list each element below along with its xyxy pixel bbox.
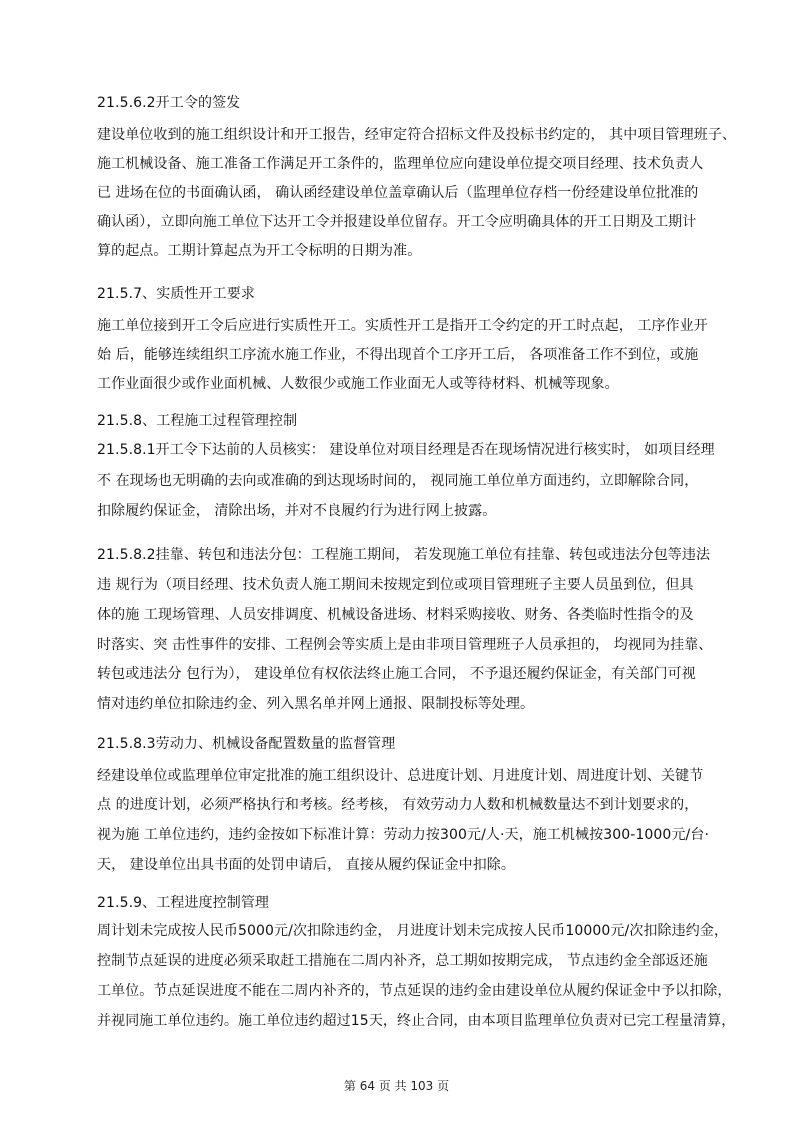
- paragraph-line: 已 进场在位的书面确认函， 确认函经建设单位盖章确认后（监理单位存档一份经建设单位批准的: [97, 185, 699, 201]
- paragraph-line: 违 规行为（项目经理、技术负责人施工期间未按规定到位或项目管理班子主要人员虽到位，但具: [97, 577, 694, 593]
- paragraph-line: 点 的进度计划，必须严格执行和考核。经考核， 有效劳动力人数和机械数量达不到计划要求的，: [97, 797, 699, 813]
- paragraph-line: 工单位。节点延误进度不能在二周内补齐的，节点延误的违约金由建设单位从履约保证金中予以扣除，: [97, 983, 732, 999]
- paragraph-line: 不 在现场也无明确的去向或准确的到达现场时间的， 视同施工单位单方面违约，立即解除合同，: [97, 473, 699, 489]
- page-number-footer: 第 64 页 共 103 页: [343, 1079, 450, 1093]
- paragraph-line: 并视同施工单位违约。施工单位违约超过15天，终止合同，由本项目监理单位负责对已完工程量清算，: [97, 1013, 736, 1029]
- paragraph-line: 转包或违法分 包行为）， 建设单位有权依法终止施工合同， 不予退还履约保证金，有关部门可视: [97, 666, 696, 682]
- section-heading: 21.5.7、实质性开工要求: [97, 286, 255, 302]
- paragraph-line: 扣除履约保证金， 清除出场，并对不良履约行为进行网上披露。: [97, 503, 497, 519]
- paragraph-line: 始 后，能够连续组织工序流水施工作业，不得出现首个工序开工后， 各项准备工作不到位，或施: [97, 347, 699, 363]
- paragraph-line: 控制节点延误的进度必须采取赶工措施在二周内补齐，总工期如按期完成， 节点违约金全部返还施: [97, 953, 708, 969]
- paragraph-line: 体的施 工现场管理、人员安排调度、机械设备进场、材料采购接收、财务、各类临时性指令的及: [97, 607, 694, 623]
- paragraph-line: 21.5.8.1开工令下达前的人员核实： 建设单位对项目经理是否在现场情况进行核实时， 如项目经理: [97, 442, 715, 458]
- section-heading: 21.5.6.2开工令的签发: [97, 95, 241, 111]
- paragraph-line: 建设单位收到的施工组织设计和开工报告，经审定符合招标文件及投标书约定的， 其中项目管理班子、: [97, 127, 737, 143]
- paragraph-line: 施工机械设备、施工准备工作满足开工条件的，监理单位应向建设单位提交项目经理、技术负责人: [97, 156, 704, 172]
- paragraph-line: 情对违约单位扣除违约金、列入黑名单并网上通报、限制投标等处理。: [97, 696, 535, 712]
- paragraph-line: 算的起点。工期计算起点为开工令标明的日期为准。: [97, 243, 422, 259]
- paragraph-line: 经建设单位或监理单位审定批准的施工组织设计、总进度计划、月进度计划、周进度计划、关键节: [97, 768, 704, 784]
- paragraph-line: 施工单位接到开工令后应进行实质性开工。实质性开工是指开工令约定的开工时点起， 工序作业开: [97, 318, 708, 334]
- paragraph-line: 视为施 工单位违约，违约金按如下标准计算：劳动力按300元/人·天，施工机械按300-1000元/台·: [97, 827, 710, 843]
- section-heading: 21.5.8、工程施工过程管理控制: [97, 413, 298, 429]
- paragraph-line: 周计划未完成按人民币5000元/次扣除违约金， 月进度计划未完成按人民币10000元/次扣除违约金，: [97, 923, 729, 939]
- paragraph-line: 工作业面很少或作业面机械、人数很少或施工作业面无人或等待材料、机械等现象。: [97, 376, 619, 392]
- section-heading: 21.5.9、工程进度控制管理: [97, 895, 270, 911]
- section-heading: 21.5.8.3劳动力、机械设备配置数量的监督管理: [97, 736, 396, 752]
- paragraph-line: 确认函），立即向施工单位下达开工令并报建设单位留存。开工令应明确具体的开工日期及工期计: [97, 214, 697, 230]
- paragraph-line: 天， 建设单位出具书面的处罚申请后， 直接从履约保证金中扣除。: [97, 857, 515, 873]
- paragraph-line: 21.5.8.2挂靠、转包和违法分包：工程施工期间， 若发现施工单位有挂靠、转包或违法分包等违法: [97, 547, 711, 563]
- paragraph-line: 时落实、突 击性事件的安排、工程例会等实质上是由非项目管理班子人员承担的， 均视同为挂靠、: [97, 637, 713, 653]
